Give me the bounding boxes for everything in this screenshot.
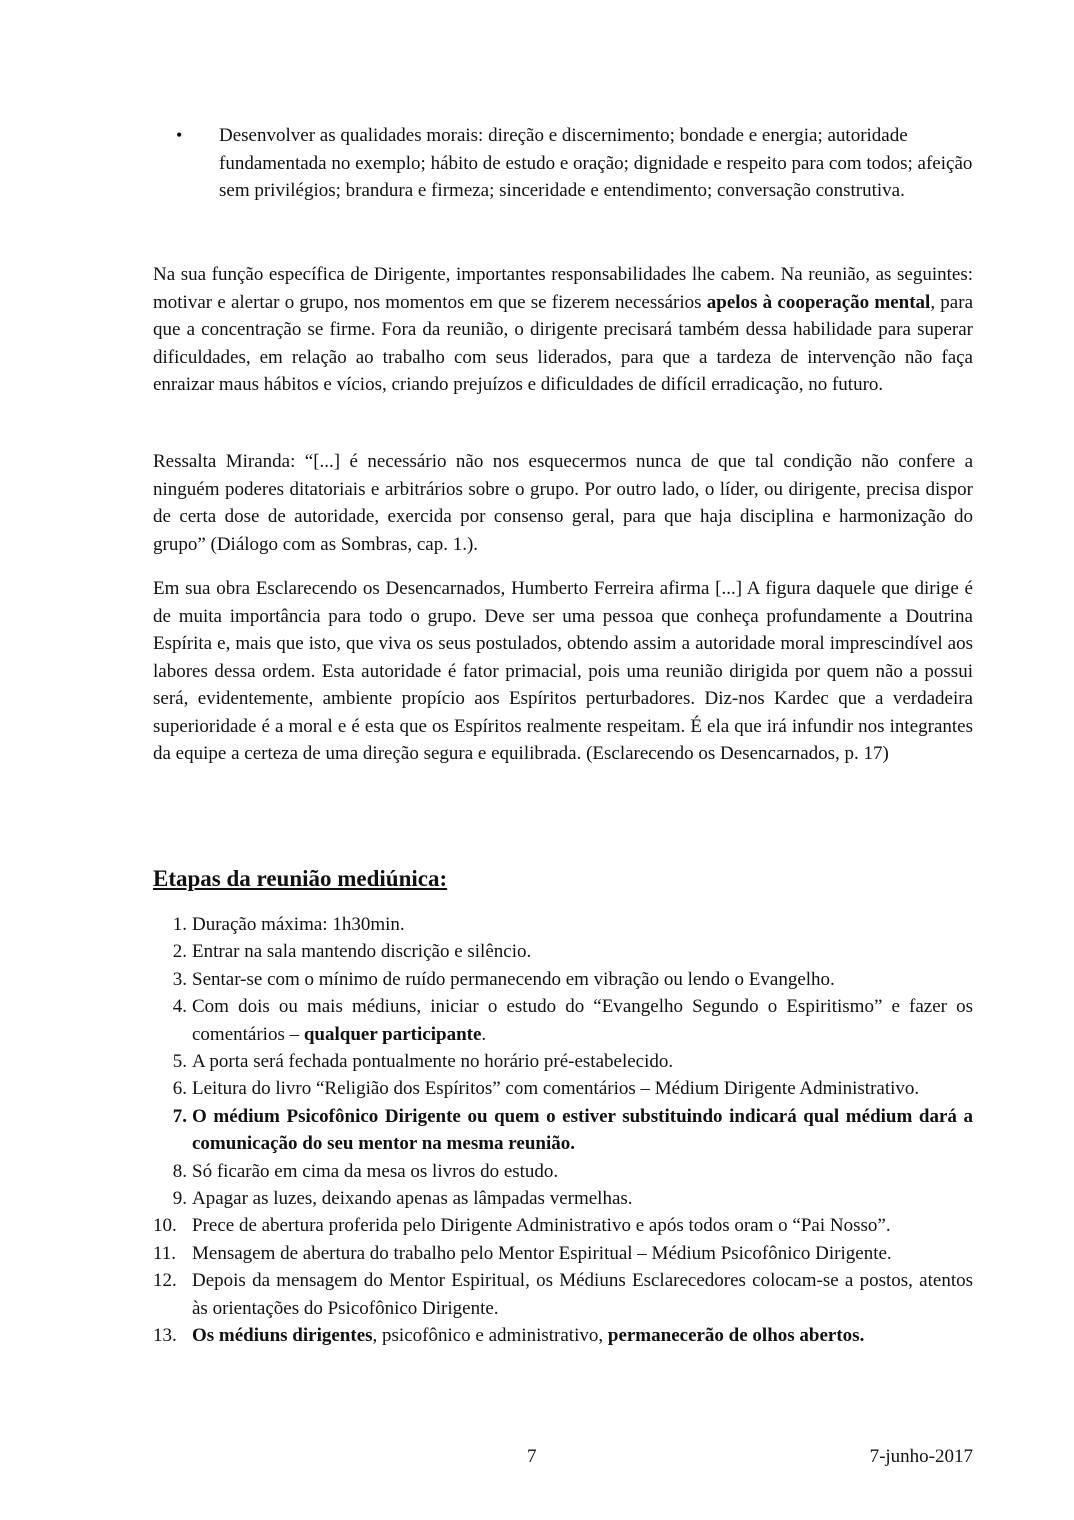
- list-number: 13.: [153, 1325, 177, 1347]
- list-item: [153, 1267, 973, 1322]
- list-text-bold-2: permanecerão de olhos abertos.: [607, 1325, 865, 1347]
- list-number: 10.: [153, 1215, 177, 1237]
- bullet-text: Desenvolver as qualidades morais: direção e discernimento; bondade e energia; autoridade fundamentada no exemplo; hábito de estudo e oração; dignidade e respeito para com todos; afeição sem privilégios; brandura e firmeza; sinceridade e entendimento; conversação construtiva.: [219, 125, 973, 201]
- paragraph1-before: Na sua função específica de Dirigente, importantes responsabilidades lhe cabem. Na reunião, as seguintes: motivar e alertar o grupo, nos momentos em que se fizerem necessários: [153, 264, 973, 313]
- list-item: [153, 966, 973, 993]
- section-heading: Etapas da reunião mediúnica:: [153, 866, 448, 891]
- list-item: [153, 1240, 973, 1267]
- footer-date: 7-junho-2017: [869, 1446, 973, 1467]
- list-item: [153, 1212, 973, 1239]
- list-item: [153, 911, 973, 938]
- list-text-bold: Os médiuns dirigentes: [192, 1325, 373, 1347]
- list-item: [153, 1322, 973, 1349]
- bullet-symbol: •: [176, 125, 183, 145]
- list-number: 5.: [172, 1051, 187, 1073]
- list-text: Só ficarão em cima da mesa os livros do estudo.: [192, 1160, 559, 1182]
- list-number: 8.: [172, 1160, 187, 1182]
- list-number: 6.: [172, 1078, 187, 1100]
- list-text: Sentar-se com o mínimo de ruído permanecendo em vibração ou lendo o Evangelho.: [192, 968, 835, 990]
- list-item: [153, 1158, 973, 1185]
- paragraph-humberto-ferreira: Em sua obra Esclarecendo os Desencarnados, Humberto Ferreira afirma [...] A figura daquele que dirige é de muita importância para todo o grupo. Deve ser uma pessoa que conheça profundamente a Doutrina Espírita e, mais que isto, que viva os seus postulados, obtendo assim a autoridade moral imprescindível aos labores dessa ordem. Esta autoridade é fator primacial, pois uma reunião dirigida por quem não a possui será, evidentemente, ambiente propício aos Espíritos perturbadores. Diz-nos Kardec que a verdadeira superioridade é a moral e é esta que os Espíritos realmente respeitam. É ela que irá infundir nos integrantes da equipe a certeza de uma direção segura e equilibrada. (Esclarecendo os Desencarnados, p. 17): [153, 578, 973, 764]
- list-text: Mensagem de abertura do trabalho pelo Mentor Espiritual – Médium Psicofônico Dirigente.: [192, 1242, 892, 1264]
- list-number: 1.: [172, 914, 187, 935]
- list-number: 9.: [172, 1188, 187, 1210]
- list-item: [153, 938, 973, 965]
- list-text: Depois da mensagem do Mentor Espiritual, os Médiuns Esclarecedores colocam-se a postos, atentos às orientações do Psicofônico Dirigente.: [192, 1270, 973, 1319]
- paragraph-miranda-quote: Ressalta Miranda: “[...] é necessário não nos esquecermos nunca de que tal condição não confere a ninguém poderes ditatoriais e arbitrários sobre o grupo. Por outro lado, o líder, ou dirigente, precisa dispor de certa dose de autoridade, exercida por consenso geral, para que haja disciplina e harmonização do grupo” (Diálogo com as Sombras, cap. 1.).: [153, 451, 973, 555]
- list-text-bold: qualquer participante: [303, 1023, 482, 1045]
- list-text: A porta será fechada pontualmente no horário pré-estabelecido.: [192, 1051, 674, 1073]
- list-text: Leitura do livro “Religião dos Espíritos” com comentários – Médium Dirigente Administrativo.: [192, 1078, 920, 1100]
- list-number: 4.: [172, 996, 187, 1018]
- list-item: [153, 1185, 973, 1212]
- paragraph1-bold: apelos à cooperação mental: [706, 291, 931, 313]
- list-item: [153, 1048, 973, 1075]
- list-number: 11.: [153, 1242, 177, 1264]
- list-number: 2.: [172, 941, 187, 963]
- list-text: Entrar na sala mantendo discrição e silêncio.: [192, 941, 532, 963]
- list-number: 12.: [153, 1270, 177, 1292]
- page-number: 7: [527, 1446, 537, 1467]
- list-text: Duração máxima: 1h30min.: [192, 914, 405, 935]
- steps-list: [153, 911, 973, 1350]
- list-number: 3.: [172, 968, 187, 990]
- list-number: 7.: [172, 1105, 187, 1127]
- list-text-middle: , psicofônico e administrativo,: [372, 1325, 608, 1347]
- list-item: [153, 1103, 973, 1158]
- list-item: [153, 1075, 973, 1102]
- list-text: Com dois ou mais médiuns, iniciar o estudo do “Evangelho Segundo o Espiritismo” e fazer os comentários –: [192, 996, 973, 1045]
- paragraph-dirigente-responsibilities: [153, 261, 973, 399]
- list-text: Apagar as luzes, deixando apenas as lâmpadas vermelhas.: [192, 1188, 633, 1210]
- list-text: O médium Psicofônico Dirigente ou quem o estiver substituindo indicará qual médium dará a comunicação do seu mentor na mesma reunião.: [192, 1105, 973, 1155]
- paragraph1-after: , para que a concentração se firme. Fora da reunião, o dirigente precisará também dessa habilidade para superar dificuldades, em relação ao trabalho com seus liderados, para que a tardeza de intervenção não faça enraizar maus hábitos e vícios, criando prejuízos e dificuldades de difícil erradicação, no futuro.: [153, 291, 974, 395]
- list-text-after: .: [481, 1023, 487, 1045]
- list-text: Prece de abertura proferida pelo Dirigente Administrativo e após todos oram o “Pai Nosso”.: [192, 1215, 891, 1237]
- list-item: [153, 993, 973, 1048]
